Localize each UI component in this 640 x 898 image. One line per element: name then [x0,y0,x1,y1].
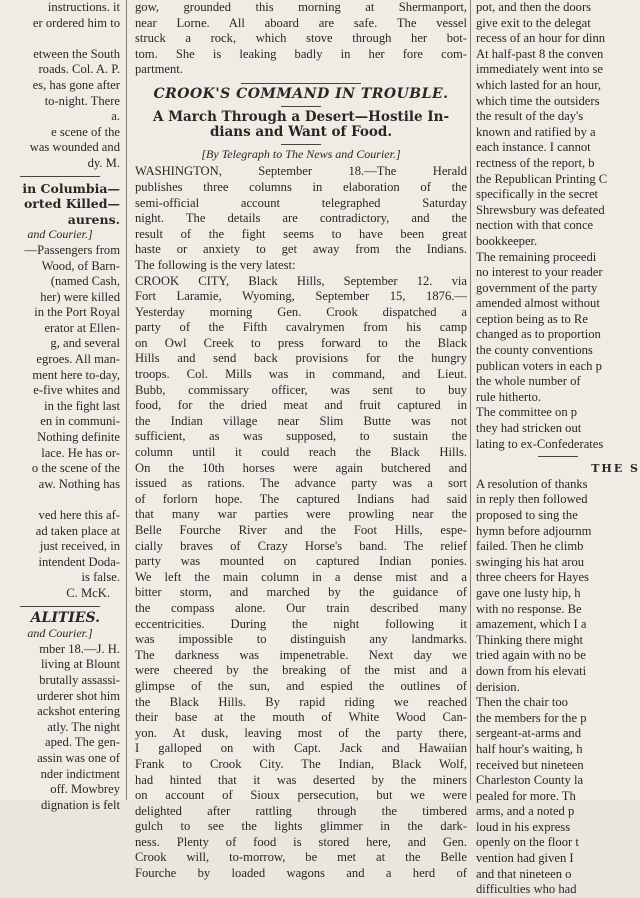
text-line: Frank to Crook City. The Indian, Black Wolf, [135,756,467,771]
text-line: difficulties who had [476,882,577,897]
article-deck [135,110,467,141]
text-line: night. The details are contradictory, and the [135,211,467,226]
text-line: ment here to-day, [32,367,120,382]
text-line: lating to ex-Confederates [476,436,604,451]
text-line: the members for the p [476,710,587,725]
text-line: egroes. All man- [36,352,120,367]
left-headline [0,181,120,228]
text-line: nection with that conce [476,218,594,233]
text-line: the whole number of [476,374,581,389]
divider [20,606,100,607]
right-text-block [476,477,640,898]
text-line: publishes three columns in elaboration of the [135,179,467,194]
text-line: I galloped on with Capt. Jack and Hawaiian [135,741,467,756]
text-line: that many war parties were prowling near the [135,507,467,522]
text-line: The remaining proceedi [476,249,597,264]
text-line: were cheered by the breaking of the mist and a [135,663,467,678]
text-line: orted Killed— [23,196,120,212]
text-line: on account of Sioux persecution, but we were [135,788,467,803]
text-line: er ordered him to [32,15,120,30]
text-line: A March Through a Desert—Hostile In- [152,108,450,125]
text-line: pot, and then the doors [476,0,592,14]
text-line: openly on the floor t [476,835,579,850]
text-line: intendent Doda- [38,554,120,569]
text-line: recess of an hour for dinn [476,31,606,46]
article-body [135,164,467,273]
text-line: assin was one of [37,750,120,765]
text-line: which lasted for an hour, [476,77,602,92]
text-line: atly. The night [47,719,120,734]
left-byline: and Courier.] [27,227,93,242]
text-line: aurens. [67,211,120,227]
text-line: is false. [81,570,120,585]
text-line: in the fight last [44,398,120,413]
text-line: near Lorne. All aboard are safe. The vessel [135,15,467,30]
text-line: etween the South [33,46,120,61]
text-line: living at Blount [40,657,120,672]
left-article-text [0,243,120,586]
text-line: Then the chair too [476,695,568,710]
text-line: roads. Col. A. P. [38,62,120,77]
text-line: the Republican Printing C [476,171,608,186]
text-line: hymn before adjournm [476,523,592,538]
text-line: Fort Laramie, Wyoming, September 15, 1876.— [135,289,467,304]
section-head: CROOK'S COMMAND IN TROUBLE. [153,85,449,102]
text-line: gow, grounded this morning at Shermanport, [135,0,467,14]
text-line: give exit to the delegat [476,15,591,30]
text-line: Charleston County la [476,773,584,788]
text-line: the result of the day's [476,109,584,124]
text-line: in Columbia— [22,180,120,196]
text-line [0,492,120,508]
text-line: dignation is felt [40,797,120,812]
text-line: her) were killed [40,289,120,304]
text-line: e-five whites and [33,383,120,398]
text-line: erator at Ellen- [44,320,120,335]
column-rule [126,0,127,800]
text-line: ception being as to Re [476,311,588,326]
text-line: pealed for more. Th [476,788,576,803]
divider [241,83,361,84]
text-line: Hills and send back provisions for the hungry [135,351,467,366]
text-line: a. [111,109,120,124]
text-line: lace. He has or- [41,445,120,460]
text-line: At half-past 8 the conven [476,46,604,61]
text-line: bitter storm, and marched by the guidance of [135,585,467,600]
text-line: government of the party [476,280,598,295]
text-line: publican voters in each p [476,358,602,373]
text-line: Yesterday morning Gen. Crook dispatched a [135,304,467,319]
text-line: urderer shot him [36,688,120,703]
text-line: was wounded and [29,140,120,155]
text-line: The following is the very latest: [135,257,296,272]
text-line: ad taken place at [35,523,120,538]
text-line: gulch to see the lights glimmer in the dark- [135,819,467,834]
text-line: each instance. I cannot [476,140,591,155]
text-line: sufficient, as was supposed, to sustain the [135,429,467,444]
text-line: of forlorn hope. The captured Indians had said [135,491,467,506]
text-line: gave one lusty hip, h [476,585,581,600]
text-line: dy. M. [87,155,120,170]
right-text-block [476,250,640,453]
text-line: dians and Want of Food. [209,124,393,141]
text-line: three cheers for Hayes [476,570,589,585]
divider [281,106,321,107]
text-line: Thinking there might [476,632,584,647]
left-article-text [0,642,120,814]
text-line: Shrewsbury was defeated [476,202,605,217]
text-line: troops. Col. Mills was in command, and Lieut. [135,367,467,382]
text-line: swinging his hat arou [476,554,585,569]
text-line: party was mounted on captured Indian ponies. [135,554,467,569]
text-line: in the Port Royal [34,305,120,320]
text-line: ved here this af- [38,508,120,522]
text-line: partment. [135,62,183,77]
text-line: g, and several [50,336,120,351]
text-line: We left the main column in a dense mist and a [135,569,467,584]
text-line: semi-official account telegraphed Saturday [135,195,467,210]
text-line: rectness of the report, b [476,155,595,170]
text-line: specifically in the secret [476,187,599,202]
text-line: glimpse of the sun, and espied the outlines of [135,678,467,693]
text-line: rule hitherto. [476,389,542,404]
text-line: eccentricities. During the night following it [135,616,467,631]
left-section-head: ALITIES. [30,609,100,626]
divider [538,456,578,457]
text-line: the Indian village near Slim Butte was not [135,413,467,428]
text-line: known and ratified by a [476,124,596,139]
article-body [135,274,467,882]
text-line: issued as rations. The advance party was a sort [135,476,467,491]
column-rule [470,0,471,800]
right-column [476,0,640,897]
text-line: food, for the dried meat and fruit captured in [135,398,467,413]
text-line: On the 10th horses were again butchered and [135,460,467,475]
text-line: and that nineteen o [476,866,572,881]
text-line: delighted after rattling through the timbered [135,803,467,818]
text-line: brutally assassi- [39,672,120,687]
text-line: arms, and a noted p [476,804,575,819]
text-line: immediately went into se [476,62,603,77]
text-line: Nothing definite [37,430,120,445]
text-line: Belle Fourche River and the Foot Hills, espe- [135,523,467,537]
text-line: the compass alone. Our train described many [135,600,467,615]
text-line: proposed to sing the [476,508,578,522]
text-line: which time the outsiders [476,93,600,108]
text-line: off. Mowbrey [50,782,120,797]
left-text-block [0,0,120,172]
text-line: es, has gone after [32,77,120,92]
text-line: received but nineteen [476,757,584,772]
text-line: column until it could reach the Black Hills. [135,445,467,460]
text-line: WASHINGTON, September 18.—The Herald [135,164,467,179]
center-top-text [135,0,467,78]
text-line: bookkeeper. [476,233,538,248]
text-line: The darkness was impenetrable. Next day we [135,647,467,662]
text-line: party of the Fifth cavalrymen from his camp [135,320,467,335]
text-line: their base at the mouth of White Wood Can- [135,710,467,725]
divider [281,144,321,145]
text-line: en in communi- [40,414,120,429]
divider [20,176,100,177]
text-line: nder indictment [40,766,120,781]
text-line: o the scene of the [31,461,120,476]
text-line: amended almost without [476,296,600,311]
text-line: The committee on p [476,405,578,420]
text-line: in reply then followed [476,492,588,507]
text-line: vention had given I [476,851,574,866]
text-line: had hinted that it was deserted by the miners [135,772,467,787]
left-byline: and Courier.] [27,626,93,641]
text-line: Bubb, commissary officer, was sent to buy [135,382,467,397]
text-line: on Owl Creek to press forward to the Black [135,335,467,350]
left-signature: C. McK. [66,585,110,600]
text-line: just received, in [39,539,120,554]
text-line: changed as to proportion [476,327,601,342]
text-line: result of the fight seems to have been great [135,226,467,241]
text-line: loud in his express [476,819,571,834]
text-line: tried again with no be [476,648,586,663]
text-line: (named Cash, [50,274,120,289]
text-line: no interest to your reader [476,265,603,280]
text-line: e scene of the [51,124,120,139]
article-byline: [By Telegraph to The News and Courier.] [201,146,401,161]
text-line: haste or anxiety to get away from the Indians. [135,242,467,257]
text-line: yon. At dusk, leaving most of the party there, [135,725,467,740]
text-line: to-night. There [44,93,120,108]
text-line: Fourche by loaded wagons and a herd of [135,866,467,881]
text-line: ness. Plenty of food is stored here, and Gen. [135,834,467,849]
text-line: failed. Then he climb [476,539,584,554]
text-line: —Passengers from [24,242,120,257]
text-line: tom. She is leaking badly in her fore com- [135,46,467,61]
text-line [0,31,120,47]
text-line: CROOK CITY, Black Hills, September 12. via [135,273,467,288]
text-line: mber 18.—J. H. [39,641,120,656]
text-line: the Black Hills. By rapid riding we reached [135,694,467,709]
left-column [0,0,120,812]
text-line: derision. [476,679,520,694]
text-line: Crook will, to-morrow, be met at the Belle [135,850,467,865]
text-line: the county conventions [476,343,593,358]
right-text-block [476,0,640,250]
text-line: ackshot entering [37,704,120,719]
text-line: they had stricken out [476,421,582,436]
text-line: amazement, which I a [476,617,587,632]
text-line: Wood, of Barn- [41,258,120,273]
text-line: instructions. it [47,0,120,14]
text-line: A resolution of thanks [476,476,588,491]
text-line: with no response. Be [476,601,582,616]
right-section-head: THE S [591,462,640,476]
text-line: sergeant-at-arms and [476,726,582,741]
text-line: struck a rock, which stove through her bot- [135,31,467,46]
text-line: aped. The gen- [45,735,120,750]
text-line: aw. Nothing has [38,476,120,491]
text-line: was impossible to distinguish any landmarks. [135,632,467,647]
text-line: down from his elevati [476,663,587,678]
center-column [135,0,467,881]
text-line: half hour's waiting, h [476,741,583,756]
text-line: cially braves of Crazy Horse's band. The relief [135,538,467,553]
